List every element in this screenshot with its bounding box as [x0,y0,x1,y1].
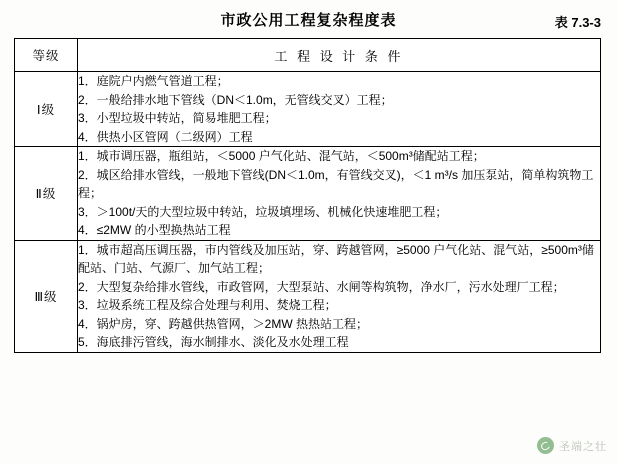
table-row [15,147,601,241]
list-item: 5．海底排污管线，海水制排水、淡化及水处理工程 [78,335,349,349]
row-conditions-2 [78,147,601,241]
row-level-3: Ⅲ级 [15,240,78,352]
watermark-logo-icon [537,437,554,454]
table-row [15,240,601,352]
table-number: 表 7.3-3 [554,15,601,30]
list-item: 2．一般给排水地下管线（DN＜1.0m，无管线交叉）工程； [78,92,393,107]
watermark [537,437,607,454]
list-item: 1．城市调压器，瓶组站，＜5000 户气化站、混气站，＜500m³储配站工程； [78,149,485,163]
list-item: 3．垃圾系统工程及综合处理与利用、焚烧工程； [78,298,337,312]
row-conditions-1 [78,72,601,147]
header-conditions: 工 程 设 计 条 件 [78,39,601,72]
list-item: 4．≤2MW 的小型换热站工程 [78,223,231,237]
header-level: 等级 [15,39,78,72]
title-row [0,0,617,38]
row-level-1: Ⅰ级 [15,72,78,147]
list-item: 2．城区给排水管线，一般地下管线(DN＜1.0m，有管线交叉)，＜1 m³/s 加压泵站，简单构筑物工程； [78,167,594,200]
row-level-2: Ⅱ级 [15,147,78,241]
page-title: 市政公用工程复杂程度表 [220,11,397,29]
complexity-table [14,38,601,353]
watermark-text: 圣端之壮 [559,440,607,453]
list-item: 2．大型复杂给排水管线，市政管网，大型泵站、水闸等构筑物，净水厂，污水处理厂工程； [78,279,565,294]
list-item: 1．城市超高压调压器，市内管线及加压站，穿、跨越管网，≥5000 户气化站、混气站，≥500m³储配站、门站、气源厂、加气站工程； [78,242,594,275]
list-item: 4．供热小区管网（二级网）工程 [78,129,253,144]
list-item: 4．锅炉房，穿、跨越供热管网，＞2MW 热热站工程； [78,316,369,331]
list-item: 3．＞100t/天的大型垃圾中转站，垃圾填埋场、机械化快速堆肥工程； [78,204,448,219]
list-item: 3．小型垃圾中转站，简易堆肥工程； [78,111,277,125]
table-row [15,72,601,147]
table-header-row [15,39,601,72]
list-item: 1．庭院户内燃气管道工程； [78,74,229,88]
row-conditions-3 [78,240,601,352]
